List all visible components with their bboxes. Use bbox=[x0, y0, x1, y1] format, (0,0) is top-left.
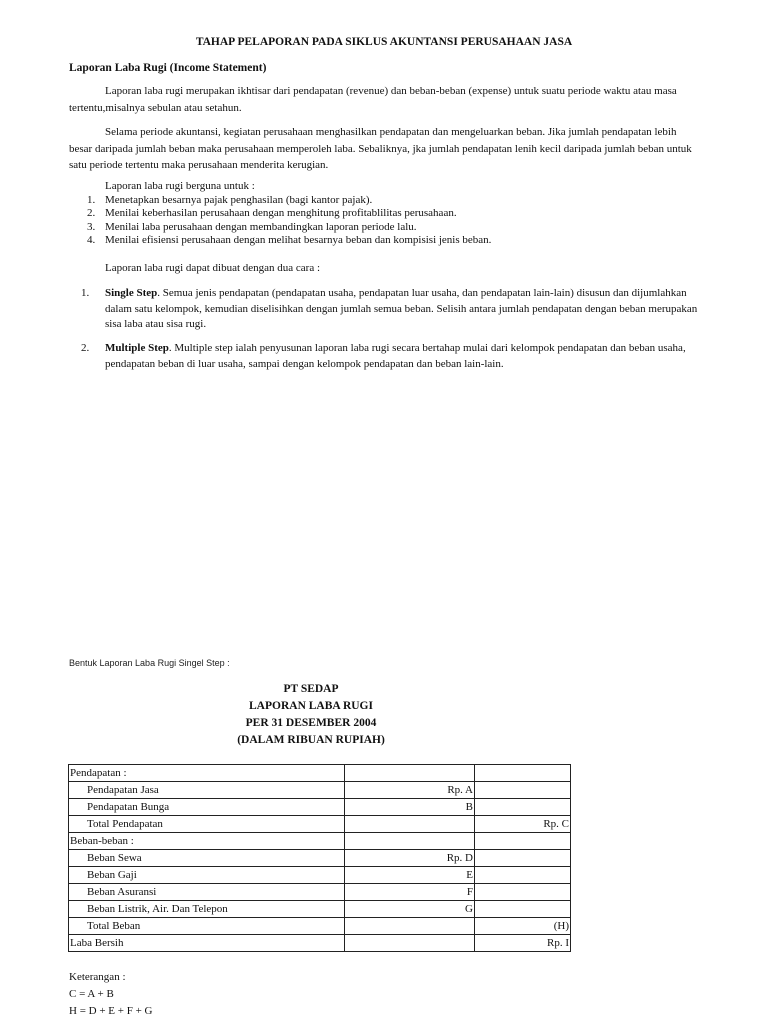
row-label: Total Beban bbox=[69, 918, 345, 935]
row-detail-amount: F bbox=[345, 884, 475, 901]
list-number: 3. bbox=[87, 220, 96, 233]
row-detail-amount: E bbox=[345, 867, 475, 884]
notes-title: Keterangan : bbox=[69, 971, 126, 983]
row-total-amount bbox=[475, 850, 571, 867]
method-list-multiple bbox=[69, 341, 699, 372]
note-line: H = D + E + F + G bbox=[69, 1005, 153, 1017]
row-detail-amount bbox=[345, 935, 475, 952]
list-item bbox=[69, 221, 709, 234]
list-number: 1. bbox=[87, 194, 96, 206]
row-total-amount bbox=[475, 901, 571, 918]
company-name: PT SEDAP bbox=[283, 683, 339, 695]
list-item bbox=[69, 194, 709, 207]
row-total-amount bbox=[475, 765, 571, 782]
list-text: Menilai keberhasilan perusahaan dengan menghitung profitablilitas perusahaan. bbox=[105, 207, 457, 220]
income-statement-table bbox=[68, 764, 571, 952]
row-total-amount bbox=[475, 833, 571, 850]
row-label: Pendapatan Jasa bbox=[69, 782, 345, 799]
list-number: 4. bbox=[87, 233, 96, 246]
row-label: Beban Asuransi bbox=[69, 884, 345, 901]
note-line: C = A + B bbox=[69, 988, 114, 1000]
row-detail-amount bbox=[345, 816, 475, 833]
row-label: Laba Bersih bbox=[69, 935, 345, 952]
table-row bbox=[69, 816, 571, 833]
row-label: Pendapatan : bbox=[69, 765, 345, 782]
row-label: Beban-beban : bbox=[69, 833, 345, 850]
list-text: Menilai efisiensi perusahaan dengan melihat besarnya beban dan kompisisi jenis beban. bbox=[105, 233, 492, 246]
list-number: 2. bbox=[81, 342, 90, 354]
row-detail-amount: Rp. D bbox=[345, 850, 475, 867]
row-label: Pendapatan Bunga bbox=[69, 799, 345, 816]
table-row bbox=[69, 850, 571, 867]
method-list-single bbox=[69, 286, 699, 333]
table-row bbox=[69, 935, 571, 952]
list-number: 2. bbox=[87, 207, 96, 220]
row-label: Total Pendapatan bbox=[69, 816, 345, 833]
list-item bbox=[69, 286, 699, 333]
row-detail-amount bbox=[345, 918, 475, 935]
table-row bbox=[69, 833, 571, 850]
section-title: Laporan Laba Rugi (Income Statement) bbox=[69, 62, 267, 74]
list-text: Menetapkan besarnya pajak penghasilan (bagi kantor pajak). bbox=[105, 194, 373, 206]
method-description: . Multiple step ialah penyusunan laporan laba rugi secara bertahap mulai dari kelompok pendapatan dan beban usaha, pendapatan beban di luar usaha, sampai dengan kelompok pendapatan dan beban lain-lain. bbox=[105, 342, 686, 370]
list-item bbox=[69, 341, 699, 372]
table-row bbox=[69, 765, 571, 782]
uses-list bbox=[69, 194, 709, 247]
row-label: Beban Gaji bbox=[69, 867, 345, 884]
row-label: Beban Listrik, Air. Dan Telepon bbox=[69, 901, 345, 918]
row-total-amount: Rp. C bbox=[475, 816, 571, 833]
list-item bbox=[69, 234, 709, 247]
report-unit: (DALAM RIBUAN RUPIAH) bbox=[237, 734, 385, 746]
row-label: Beban Sewa bbox=[69, 850, 345, 867]
notes bbox=[69, 969, 152, 1020]
report-name: LAPORAN LABA RUGI bbox=[249, 700, 373, 712]
table-row bbox=[69, 918, 571, 935]
method-term: Single Step bbox=[105, 287, 158, 299]
row-detail-amount bbox=[345, 765, 475, 782]
row-detail-amount bbox=[345, 833, 475, 850]
row-total-amount bbox=[475, 782, 571, 799]
list-item bbox=[69, 207, 709, 220]
table-row bbox=[69, 799, 571, 816]
accounting-period-paragraph: Selama periode akuntansi, kegiatan perusahaan menghasilkan pendapatan dan mengeluarkan beban. Jika jumlah pendapatan lebih besar daripada jumlah beban maka perusahaan memperoleh laba. Sebaliknya, jka jumlah pendapatan lenih kecil daripada jumlah beban untuk satu periode tertentu maka perusahaan menderita kerugian. bbox=[69, 126, 692, 171]
uses-intro: Laporan laba rugi berguna untuk : bbox=[105, 180, 255, 192]
table-row bbox=[69, 884, 571, 901]
row-total-amount: (H) bbox=[475, 918, 571, 935]
intro-paragraph: Laporan laba rugi merupakan ikhtisar dari pendapatan (revenue) dan beban-beban (expense) untuk suatu periode waktu atau masa tertentu,misalnya sebulan atau setahun. bbox=[69, 85, 677, 114]
row-total-amount bbox=[475, 867, 571, 884]
table-row bbox=[69, 867, 571, 884]
method-description: . Semua jenis pendapatan (pendapatan usaha, pendapatan luar usaha, dan pendapatan lain-lain) disusun dan dijumlahkan dalam satu kelompok, kemudian diselisihkan dengan jumlah semua beban. Selisih antara jumlah pendapatan dengan beban merupakan sisa laba atau sisa rugi. bbox=[105, 287, 698, 330]
row-detail-amount: B bbox=[345, 799, 475, 816]
page-title: TAHAP PELAPORAN PADA SIKLUS AKUNTANSI PERUSAHAAN JASA bbox=[195, 36, 573, 48]
methods-intro: Laporan laba rugi dapat dibuat dengan dua cara : bbox=[105, 262, 321, 274]
row-total-amount bbox=[475, 799, 571, 816]
list-number: 1. bbox=[81, 287, 90, 299]
report-period: PER 31 DESEMBER 2004 bbox=[245, 717, 377, 729]
list-text: Menilai laba perusahaan dengan membandingkan laporan periode lalu. bbox=[105, 220, 417, 233]
row-total-amount bbox=[475, 884, 571, 901]
row-total-amount: Rp. I bbox=[475, 935, 571, 952]
form-caption: Bentuk Laporan Laba Rugi Singel Step : bbox=[69, 658, 230, 668]
table-row bbox=[69, 901, 571, 918]
method-term: Multiple Step bbox=[105, 342, 169, 354]
table-row bbox=[69, 782, 571, 799]
row-detail-amount: G bbox=[345, 901, 475, 918]
statement-header bbox=[0, 681, 622, 749]
row-detail-amount: Rp. A bbox=[345, 782, 475, 799]
